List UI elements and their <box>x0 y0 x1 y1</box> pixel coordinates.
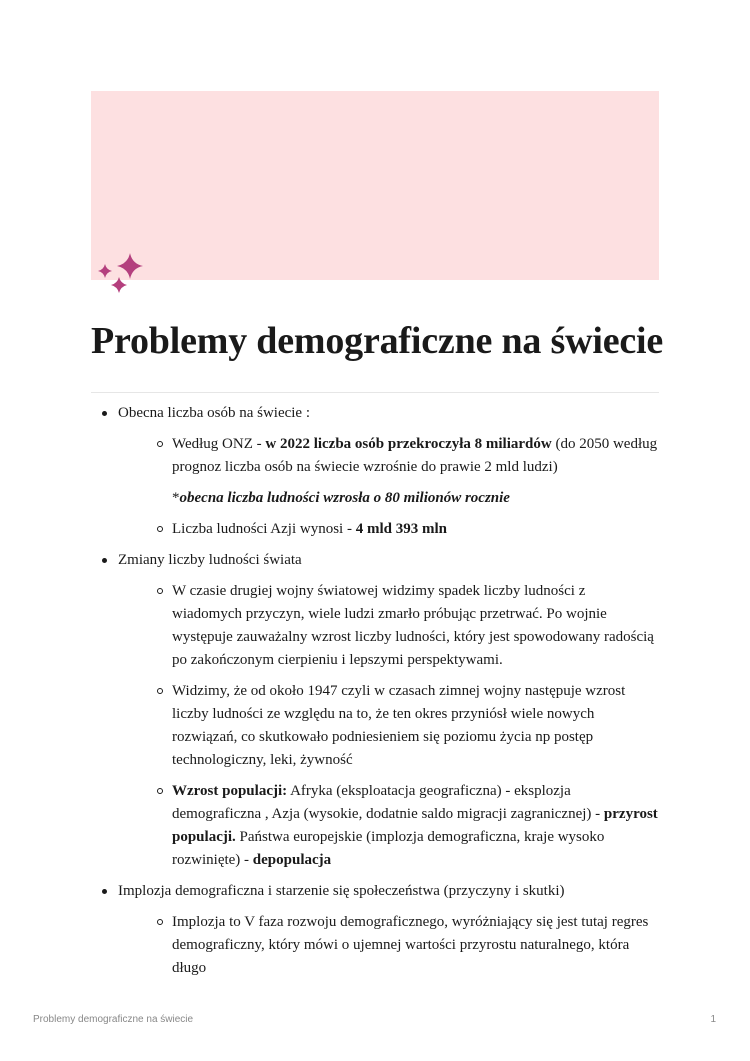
list-item <box>91 549 659 872</box>
text-run: Według ONZ - <box>172 436 266 452</box>
text-run: Liczba ludności Azji wynosi - <box>172 521 356 537</box>
bold-text: depopulacja <box>252 852 332 868</box>
text-run: Implozja to V faza rozwoju demograficznego, wyróżniający się jest tutaj regres demograficzny, który mówi o ujemnej wartości przyrostu naturalnego, która długo <box>172 914 649 976</box>
list-item-text: Zmiany liczby ludności świata <box>118 552 302 568</box>
list-item-text: Implozja demograficzna i starzenie się społeczeństwa (przyczyny i skutki) <box>118 883 565 899</box>
text-run: Widzimy, że od około 1947 czyli w czasach zimnej wojny następuje wzrost liczby ludności ze względu na to, że ten okres przyniósł wiele nowych rozwiązań, co skutkowało podniesieniem się poziomu życia np postęp technologiczny, leki, żywność <box>172 683 626 768</box>
sub-list-item <box>118 433 659 479</box>
sub-list-item <box>118 680 659 772</box>
bold-text: Wzrost populacji: <box>172 783 288 799</box>
list-item <box>91 402 659 541</box>
text-run: W czasie drugiej wojny światowej widzimy spadek liczby ludności z wiadomych przyczyn, wiele ludzi zmarło próbując przetrwać. Po wojnie występuje zauważalny wzrost liczby ludności, który jest spowodowany radością po zakończonym cierpieniu i lepszymi perspektywami. <box>172 583 654 668</box>
sub-list-item <box>118 911 659 980</box>
divider <box>91 392 659 393</box>
sub-list <box>118 433 659 541</box>
list-item <box>91 880 659 980</box>
sub-list <box>118 580 659 872</box>
bold-italic-text: obecna liczba ludności wzrosła o 80 milionów rocznie <box>179 490 510 506</box>
document-body <box>91 402 659 988</box>
bold-text: 4 mld 393 mln <box>355 521 447 537</box>
footer-title: Problemy demograficzne na świecie <box>33 1014 194 1025</box>
note-paragraph <box>118 487 659 510</box>
cover-image <box>91 91 659 280</box>
text-run: Państwa europejskie (implozja demograficzna, kraje wysoko rozwinięte) - <box>172 829 605 868</box>
sub-list-item <box>118 580 659 672</box>
sub-list <box>118 911 659 980</box>
page-number: 1 <box>710 1014 716 1025</box>
list-item-text: Obecna liczba osób na świecie : <box>118 405 311 421</box>
sparkles-icon <box>94 250 146 298</box>
text-run: (do 2050 według prognoz liczba osób na świecie wzrośnie do prawie 2 mld ludzi) <box>172 436 658 475</box>
text-run: * <box>172 490 180 506</box>
sub-list-item <box>118 780 659 872</box>
page-title: Problemy demograficzne na świecie <box>91 320 664 362</box>
bold-text: w 2022 liczba osób przekroczyła 8 miliardów <box>265 436 552 452</box>
sub-list-item <box>118 518 659 541</box>
bold-text: przyrost populacji. <box>172 806 658 845</box>
text-run: Afryka (eksploatacja geograficzna) - eksplozja demograficzna , Azja (wysokie, dodatnie saldo migracji zagranicznej) - <box>172 783 604 822</box>
